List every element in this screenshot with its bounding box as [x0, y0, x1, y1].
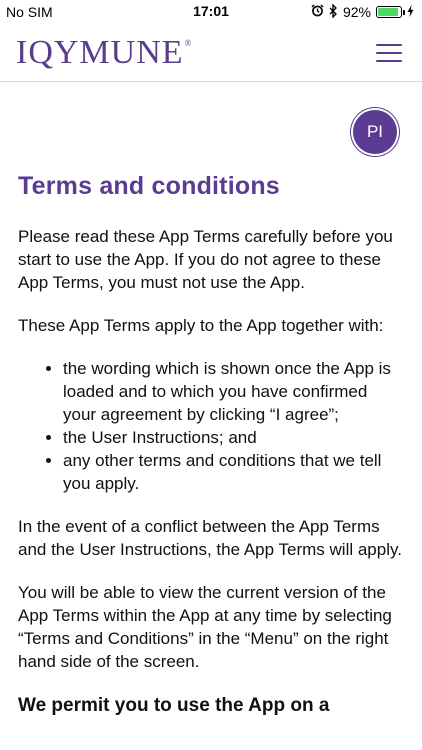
charging-icon	[407, 4, 414, 20]
hamburger-icon-bar	[376, 60, 402, 62]
user-avatar[interactable]: PI	[353, 110, 397, 154]
battery-percent: 92%	[342, 4, 371, 20]
list-item: • the User Instructions; and	[63, 426, 404, 449]
logo-text: IQYMUNE	[16, 33, 184, 71]
list-item: • any other terms and conditions that we tell you apply.	[63, 449, 404, 495]
bluetooth-icon	[329, 4, 338, 21]
paragraph-view: You will be able to view the current version of the App Terms within the App at any time by selecting “Terms and Conditions” in the “Menu” on the right hand side of the screen.	[18, 583, 392, 671]
alarm-icon	[311, 4, 324, 20]
terms-bullet-list	[18, 357, 404, 495]
battery-icon	[376, 6, 402, 18]
hamburger-icon-bar	[376, 52, 402, 54]
page-title: Terms and conditions	[18, 172, 280, 200]
registered-mark: ®	[184, 37, 193, 48]
paragraph-conflict: In the event of a conflict between the App Terms and the User Instructions, the App Terms will apply.	[18, 517, 402, 559]
section-heading: We permit you to use the App on a	[18, 695, 330, 716]
status-bar	[0, 0, 422, 24]
hamburger-icon-bar	[376, 44, 402, 46]
terms-content	[0, 172, 422, 719]
brand-logo[interactable]	[16, 34, 192, 72]
app-header	[0, 24, 422, 82]
carrier-label: No SIM	[6, 4, 53, 20]
menu-button[interactable]	[376, 44, 402, 62]
status-right	[311, 4, 414, 21]
list-item: • the wording which is shown once the App is loaded and to which you have confirmed your agreement by clicking “I agree”;	[63, 357, 404, 426]
avatar-row	[0, 82, 422, 154]
battery-level-fill	[378, 8, 398, 16]
paragraph-intro: Please read these App Terms carefully before you start to use the App. If you do not agree to these App Terms, you must not use the App.	[18, 227, 393, 292]
paragraph-apply: These App Terms apply to the App together with:	[18, 316, 384, 335]
status-time: 17:01	[193, 3, 229, 19]
